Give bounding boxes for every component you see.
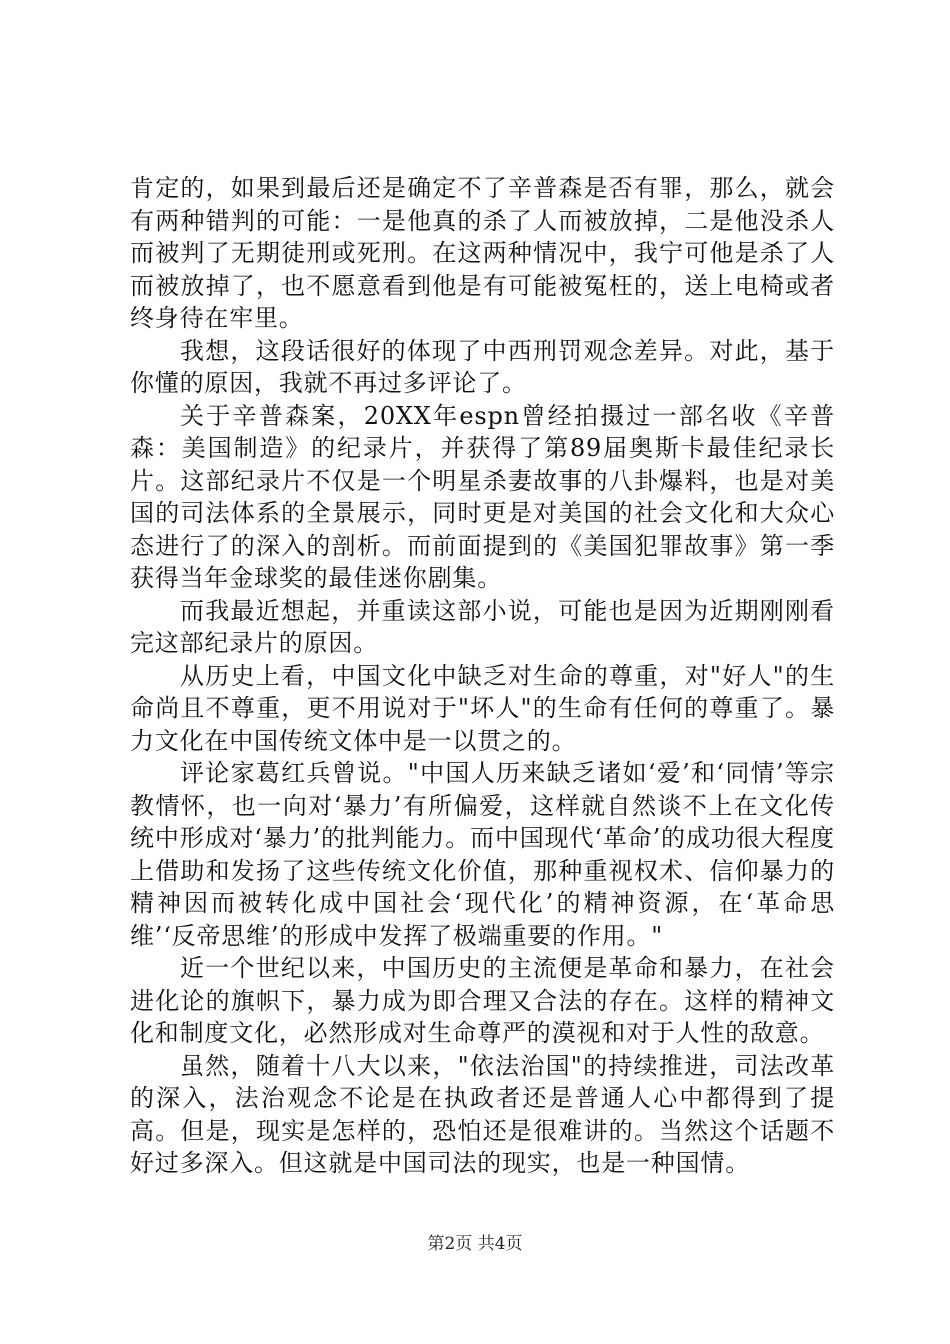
paragraph-7: 近一个世纪以来，中国历史的主流便是革命和暴力，在社会进化论的旗帜下，暴力成为即合理又合法的存在。这样的精神文化和制度文化，必然形成对生命尊严的漠视和对于人性的敌意。 [130,954,835,1047]
paragraph-8: 虽然，随着十八大以来，"依法治国"的持续推进，司法改革的深入，法治观念不论是在执政者还是普通人心中都得到了提高。但是，现实是怎样的，恐怕还是很难讲的。当然这个话题不好过多深入。但这就是中国司法的现实，也是一种国情。 [130,1051,835,1177]
document-body [130,172,835,1180]
paragraph-6: 评论家葛红兵曾说。"中国人历来缺乏诸如‘爱’和‘同情’等宗教情怀，也一向对‘暴力’有所偏爱，这样就自然谈不上在文化传统中形成对‘暴力’的批判能力。而中国现代‘革命’的成功很大程度上借助和发扬了这些传统文化价值，那种重视权术、信仰暴力的精神因而被转化成中国社会‘现代化’的精神资源，在‘革命思维’‘反帝思维’的形成中发挥了极端重要的作用。" [130,759,835,950]
paragraph-3: 关于辛普森案，20XX年espn曾经拍摄过一部名收《辛普森：美国制造》的纪录片，并获得了第89届奥斯卡最佳纪录长片。这部纪录片不仅是一个明星杀妻故事的八卦爆料，也是对美国的司法体系的全景展示，同时更是对美国的社会文化和大众心态进行了的深入的剖析。而前面提到的《美国犯罪故事》第一季获得当年金球奖的最佳迷你剧集。 [130,401,835,592]
paragraph-1: 肯定的，如果到最后还是确定不了辛普森是否有罪，那么，就会有两种错判的可能：一是他真的杀了人而被放掉，二是他没杀人而被判了无期徒刑或死刑。在这两种情况中，我宁可他是杀了人而被放掉了，也不愿意看到他是有可能被冤枉的，送上电椅或者终身待在牢里。 [130,174,835,332]
paragraph-4: 而我最近想起，并重读这部小说，可能也是因为近期刚刚看完这部纪录片的原因。 [130,596,835,657]
paragraph-2: 我想，这段话很好的体现了中西刑罚观念差异。对此，基于你懂的原因，我就不再过多评论了。 [130,336,835,397]
paragraph-5: 从历史上看，中国文化中缺乏对生命的尊重，对"好人"的生命尚且不尊重，更不用说对于"坏人"的生命有任何的尊重了。暴力文化在中国传统文体中是一以贯之的。 [130,661,835,755]
page-number-footer: 第2页 共4页 [427,1234,523,1254]
